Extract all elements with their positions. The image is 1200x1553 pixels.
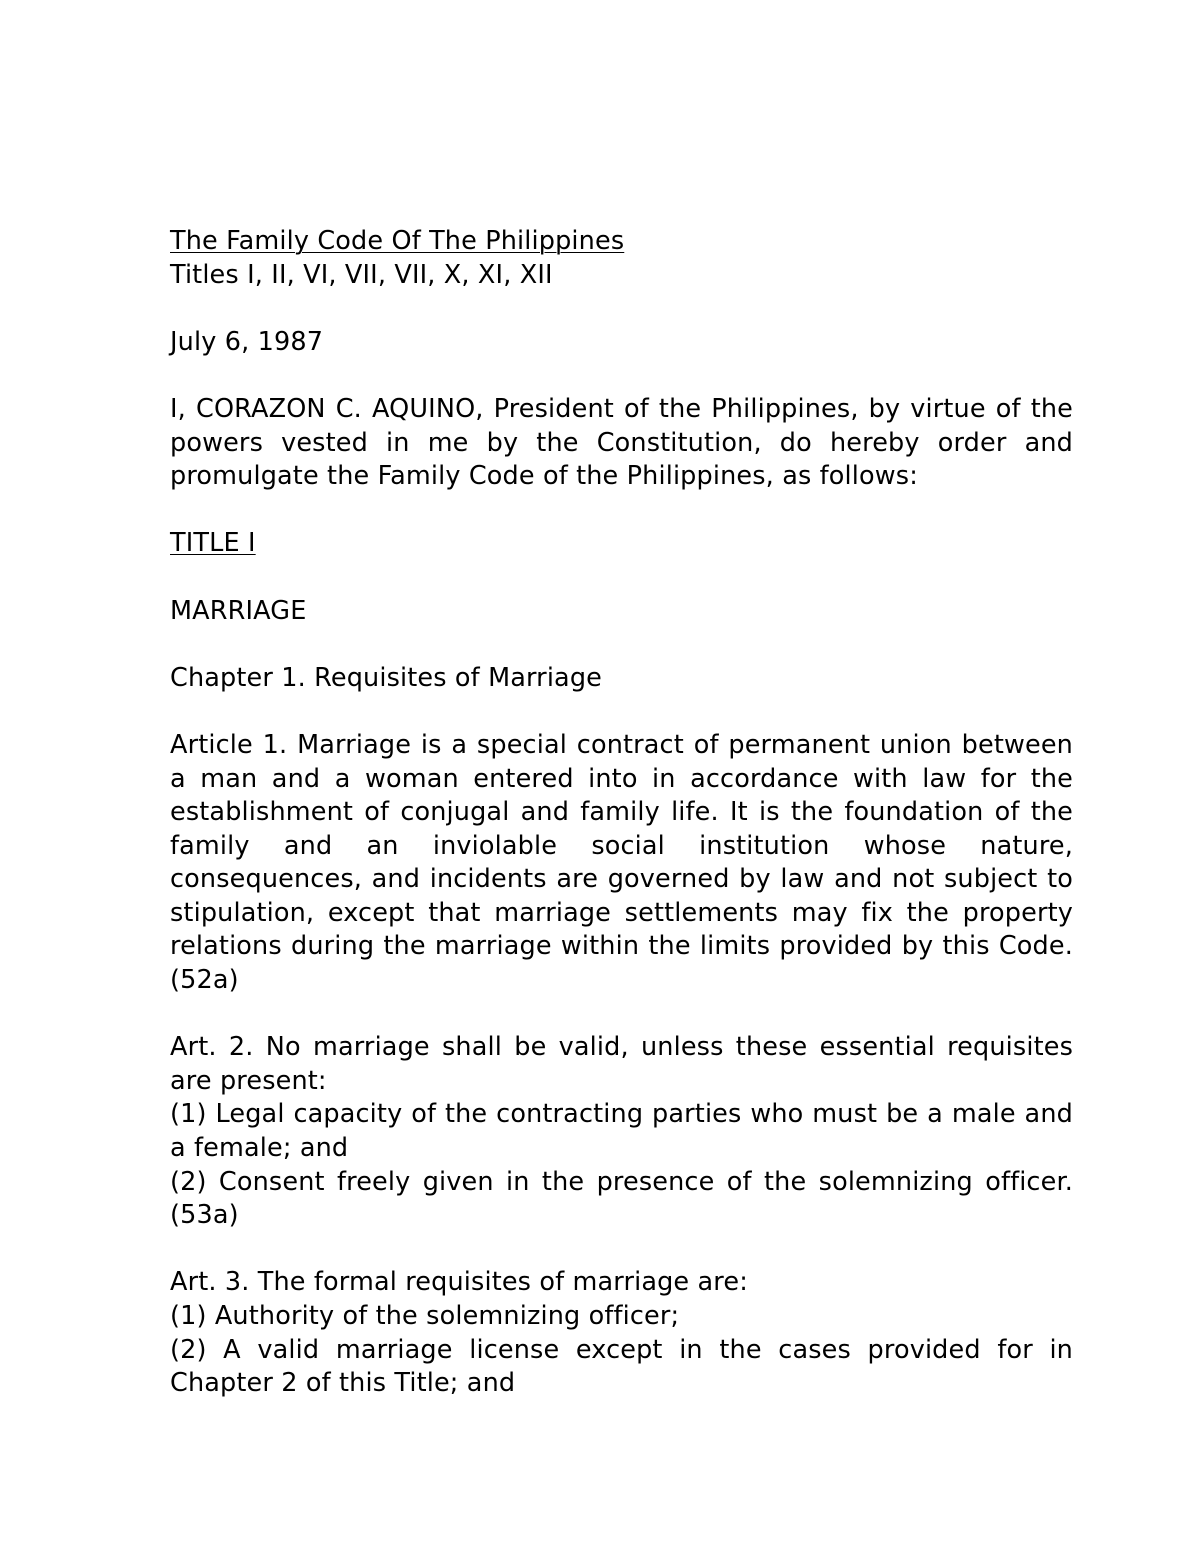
document-title-text: The Family Code Of The Philippines <box>170 226 625 256</box>
article-2-item-2: (2) Consent freely given in the presence of the solemnizing officer. (53a) <box>170 1166 1073 1231</box>
article-3-item-1: (1) Authority of the solemnizing officer; <box>170 1301 680 1331</box>
article-1: Article 1. Marriage is a special contract of permanent union between a man and a woman entered into in accordance with law for the establishment of conjugal and family life. It is the foundation of the family and an inviolable social institution whose nature, consequences, and incidents are governed by law and not subject to stipulation, except that marriage settlements may fix the property relations during the marriage within the limits provided by this Code. (52a) <box>170 729 1073 996</box>
spacer <box>170 292 1073 326</box>
spacer <box>170 695 1073 729</box>
document-subtitle: Titles I, II, VI, VII, VII, X, XI, XII <box>170 259 553 290</box>
article-3-item-2: (2) A valid marriage license except in the cases provided for in Chapter 2 of this Title; and <box>170 1334 1073 1399</box>
preamble-paragraph: I, CORAZON C. AQUINO, President of the Philippines, by virtue of the powers vested in me by the Constitution, do hereby order and promulgate the Family Code of the Philippines, as follows: <box>170 393 1073 492</box>
spacer <box>170 561 1073 595</box>
chapter-heading: Chapter 1. Requisites of Marriage <box>170 662 603 693</box>
article-2-intro: Art. 2. No marriage shall be valid, unless these essential requisites are present: <box>170 1032 1073 1096</box>
document-title <box>170 225 1073 259</box>
article-3-intro: Art. 3. The formal requisites of marriage are: <box>170 1267 748 1298</box>
spacer <box>170 494 1073 528</box>
document-date: July 6, 1987 <box>170 326 324 357</box>
spacer <box>170 359 1073 393</box>
spacer <box>170 628 1073 662</box>
document-body <box>170 225 1073 1401</box>
article-2-item-1: (1) Legal capacity of the contracting parties who must be a male and a female; and <box>170 1099 1073 1164</box>
title-name: MARRIAGE <box>170 595 307 626</box>
spacer <box>170 1233 1073 1267</box>
spacer <box>170 998 1073 1032</box>
title-heading <box>170 527 1073 561</box>
title-heading-text: TITLE I <box>170 528 256 559</box>
